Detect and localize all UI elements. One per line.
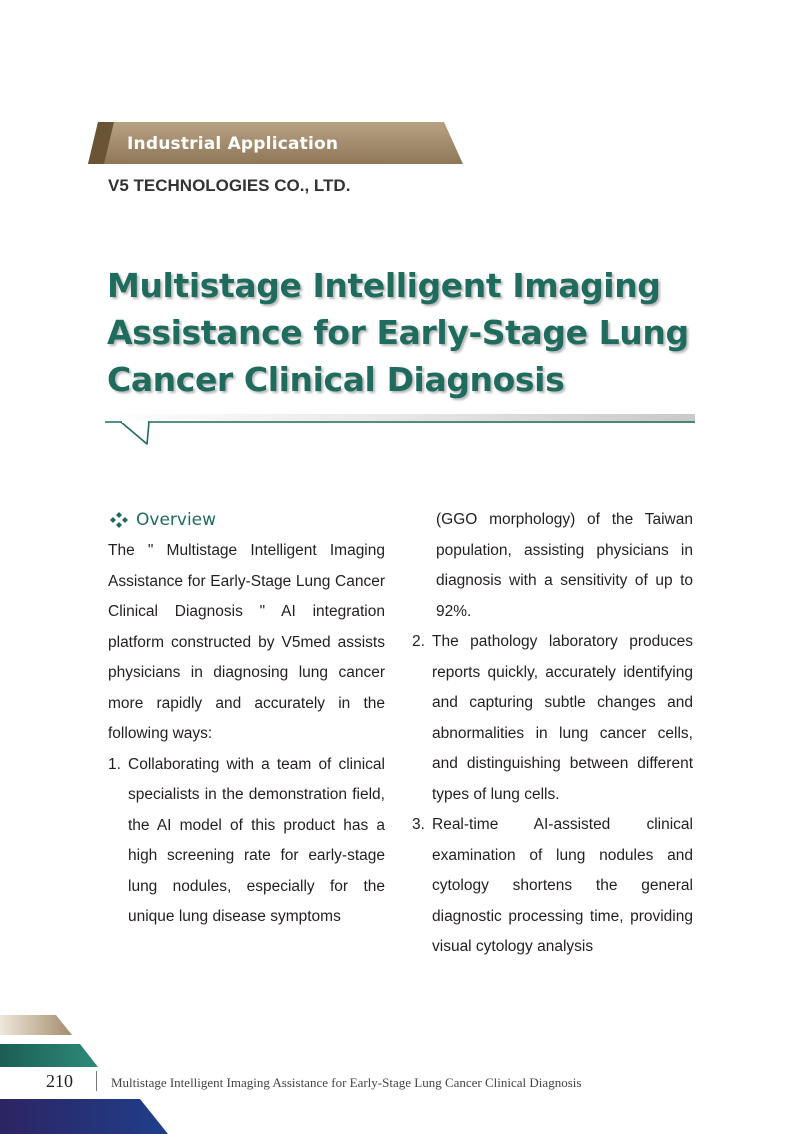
company-name: V5 TECHNOLOGIES CO., LTD. [108, 176, 351, 195]
list-item-text: Collaborating with a team of clinical specialists in the demonstration field, the AI model of this product has a high screening rate for early-stage lung nodules, especially for the unique lung disease symptoms [128, 755, 385, 925]
page-title [107, 262, 707, 403]
page-number: 210 [46, 1071, 73, 1091]
list-item-number: 1. [108, 755, 121, 773]
list-item [412, 810, 693, 963]
right-column [412, 505, 693, 963]
title-divider [105, 412, 695, 448]
list-item-number: 2. [412, 633, 425, 650]
list-item-continuation: (GGO morphology) of the Taiwan population, assisting physicians in diagnosis with a sensitivity of up to 92%. [436, 511, 693, 620]
list-item [108, 750, 385, 933]
list-item-number: 3. [412, 816, 425, 833]
overview-label: Overview [136, 510, 217, 530]
running-title: Multistage Intelligent Imaging Assistance for Early-Stage Lung Cancer Clinical Diagnosis [111, 1075, 582, 1090]
list-item [412, 627, 693, 810]
title-line: Assistance for Early-Stage Lung [107, 313, 689, 352]
list-item-text: The pathology laboratory produces reports quickly, accurately identifying and capturing subtle changes and abnormalities in lung cancer cells, and distinguishing between different types of lung cells. [432, 633, 693, 803]
diamond-cluster-icon [108, 512, 130, 528]
footer-separator [96, 1071, 97, 1091]
overview-heading [108, 505, 385, 535]
overview-intro: The " Multistage Intelligent Imaging Assistance for Early-Stage Lung Cancer Clinical Diagnosis " AI integration platform constructed by V5med assists physicians in diagnosing lung cancer more rapidly and accurately in the following ways: [108, 542, 385, 742]
title-line: Multistage Intelligent Imaging [107, 266, 661, 305]
category-label: Industrial Application [127, 134, 339, 154]
left-column [108, 505, 385, 933]
title-line: Cancer Clinical Diagnosis [107, 360, 565, 399]
list-item-text: Real-time AI-assisted clinical examination of lung nodules and cytology shortens the general diagnostic processing time, providing visual cytology analysis [432, 816, 693, 955]
